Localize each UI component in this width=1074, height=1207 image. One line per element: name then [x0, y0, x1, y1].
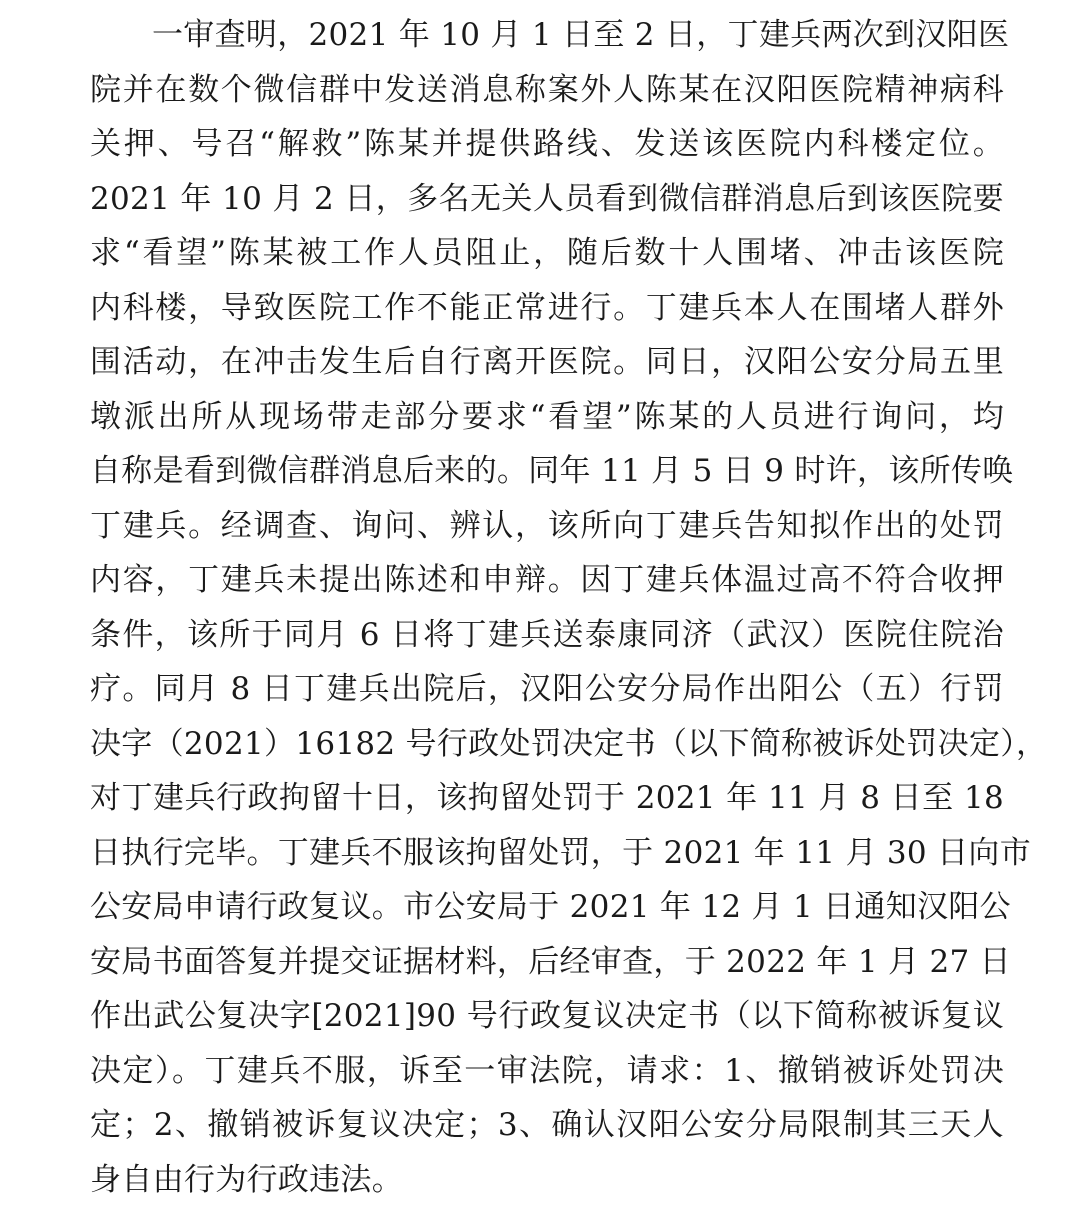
- text-line-14: 决字（2021）16182 号行政处罚决定书（以下简称被诉处罚决定），: [90, 717, 1004, 772]
- text-line-3: 关押、号召“解救”陈某并提供路线、发送该医院内科楼定位。: [90, 117, 1004, 172]
- text-line-18: 安局书面答复并提交证据材料，后经审查，于 2022 年 1 月 27 日: [90, 935, 1004, 990]
- text-line-21: 定；2、撤销被诉复议决定；3、确认汉阳公安分局限制其三天人: [90, 1098, 1004, 1153]
- text-line-17: 公安局申请行政复议。市公安局于 2021 年 12 月 1 日通知汉阳公: [90, 880, 1004, 935]
- text-line-12: 条件，该所于同月 6 日将丁建兵送泰康同济（武汉）医院住院治: [90, 608, 1004, 663]
- text-line-7: 围活动，在冲击发生后自行离开医院。同日，汉阳公安分局五里: [90, 335, 1004, 390]
- text-line-9: 自称是看到微信群消息后来的。同年 11 月 5 日 9 时许，该所传唤: [90, 444, 1004, 499]
- text-line-6: 内科楼，导致医院工作不能正常进行。丁建兵本人在围堵人群外: [90, 281, 1004, 336]
- text-line-5: 求“看望”陈某被工作人员阻止，随后数十人围堵、冲击该医院: [90, 226, 1004, 281]
- text-line-22: 身自由行为行政违法。: [90, 1153, 1004, 1207]
- text-line-15: 对丁建兵行政拘留十日，该拘留处罚于 2021 年 11 月 8 日至 18: [90, 771, 1004, 826]
- text-line-11: 内容，丁建兵未提出陈述和申辩。因丁建兵体温过高不符合收押: [90, 553, 1004, 608]
- text-line-4: 2021 年 10 月 2 日，多名无关人员看到微信群消息后到该医院要: [90, 172, 1004, 227]
- text-line-8: 墩派出所从现场带走部分要求“看望”陈某的人员进行询问，均: [90, 390, 1004, 445]
- text-line-13: 疗。同月 8 日丁建兵出院后，汉阳公安分局作出阳公（五）行罚: [90, 662, 1004, 717]
- text-line-19: 作出武公复决字[2021]90 号行政复议决定书（以下简称被诉复议: [90, 989, 1004, 1044]
- text-line-10: 丁建兵。经调查、询问、辨认，该所向丁建兵告知拟作出的处罚: [90, 499, 1004, 554]
- body-paragraph: [90, 8, 1004, 1207]
- text-line-16: 日执行完毕。丁建兵不服该拘留处罚，于 2021 年 11 月 30 日向市: [90, 826, 1004, 881]
- text-line-2: 院并在数个微信群中发送消息称案外人陈某在汉阳医院精神病科: [90, 63, 1004, 118]
- text-line-20: 决定）。丁建兵不服，诉至一审法院，请求：1、撤销被诉处罚决: [90, 1044, 1004, 1099]
- text-line-1: 一审查明，2021 年 10 月 1 日至 2 日，丁建兵两次到汉阳医: [90, 8, 1004, 63]
